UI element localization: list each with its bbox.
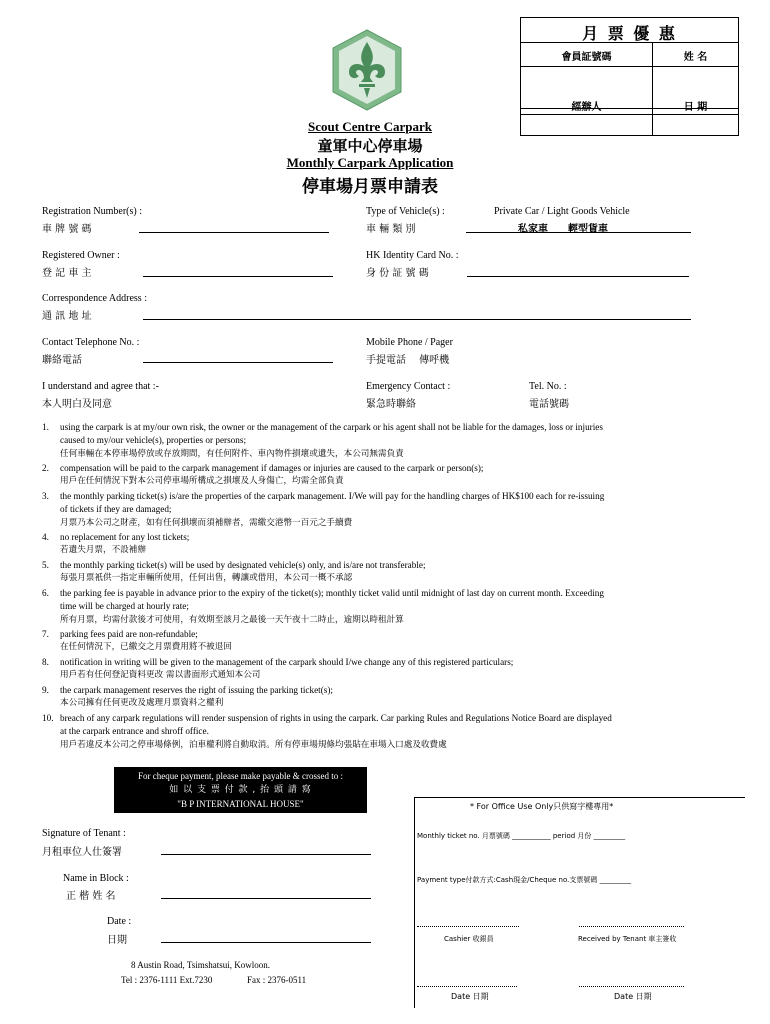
received-label: Received by Tenant 車主簽收 xyxy=(578,935,677,943)
scout-logo xyxy=(331,28,403,112)
received-date-label: Date 日期 xyxy=(614,992,652,1001)
address-field[interactable] xyxy=(143,319,691,320)
agree-label-zh: 本人明白及同意 xyxy=(42,399,112,410)
footer-fax: Fax : 2376-0511 xyxy=(247,975,307,985)
cashier-sign-line[interactable] xyxy=(417,926,519,927)
reg-number-field[interactable] xyxy=(139,232,329,233)
discount-title: 月 票 優 惠 xyxy=(582,24,677,43)
owner-field[interactable] xyxy=(143,276,333,277)
office-use-title: * For Office Use Only只供寫字樓專用* xyxy=(470,802,614,811)
footer-tel: Tel : 2376-1111 Ext.7230 xyxy=(121,975,213,985)
contact-tel-label-zh: 聯絡電話 xyxy=(42,355,82,366)
carpark-title-zh: 童軍中心停車場 xyxy=(317,137,423,155)
hkid-label-zh: 身 份 証 號 碼 xyxy=(366,268,429,279)
office-payment-line: Payment type付款方式:Cash現金/Cheque no.支票號碼 _________ xyxy=(417,876,632,884)
received-date-line[interactable] xyxy=(579,986,684,987)
date-label-en: Date : xyxy=(107,916,132,927)
cashier-date-line[interactable] xyxy=(417,986,517,987)
vehicle-type-options-zh[interactable]: 私家車 輕型貨車 xyxy=(518,224,608,235)
footer-address: 8 Austin Road, Tsimshatsui, Kowloon. xyxy=(131,960,270,970)
mobile-label-en: Mobile Phone / Pager xyxy=(366,337,453,348)
cashier-date-label: Date 日期 xyxy=(451,992,489,1001)
reg-number-label-en: Registration Number(s) : xyxy=(42,206,142,217)
signature-label-zh: 月租車位人仕簽署 xyxy=(42,847,122,858)
cheque-line3: "B P INTERNATIONAL HOUSE" xyxy=(177,799,304,809)
date-label-zh: 日期 xyxy=(107,935,127,946)
office-ticket-line: Monthly ticket no. 月票號碼 ___________ period 月份 _________ xyxy=(417,832,626,840)
signature-field[interactable] xyxy=(161,854,371,855)
emergency-label-en: Emergency Contact : xyxy=(366,381,451,392)
vehicle-type-label-zh: 車 輛 類 別 xyxy=(366,224,416,235)
handler-label: 經辦人 xyxy=(571,102,602,113)
cashier-label: Cashier 收銀員 xyxy=(444,935,494,943)
monthly-discount-box xyxy=(520,17,739,136)
name-block-label-zh: 正 楷 姓 名 xyxy=(66,891,116,902)
name-block-field[interactable] xyxy=(161,898,371,899)
vehicle-type-label-en: Type of Vehicle(s) : xyxy=(366,206,445,217)
hkid-label-en: HK Identity Card No. : xyxy=(366,250,459,261)
reg-number-label-zh: 車 牌 號 碼 xyxy=(42,224,92,235)
contact-tel-label-en: Contact Telephone No. : xyxy=(42,337,140,348)
cheque-line2: 如 以 支 票 付 款 , 抬 頭 請 寫 xyxy=(169,785,312,795)
date-field[interactable] xyxy=(161,942,371,943)
name-block-label-en: Name in Block : xyxy=(63,873,129,884)
emergency-tel-label-zh: 電話號碼 xyxy=(529,399,569,410)
received-sign-line[interactable] xyxy=(579,926,684,927)
office-use-box xyxy=(414,797,745,1008)
contact-tel-field[interactable] xyxy=(143,362,333,363)
owner-label-en: Registered Owner : xyxy=(42,250,120,261)
address-label-zh: 通 訊 地 址 xyxy=(42,311,92,322)
cheque-payment-box xyxy=(114,767,367,813)
application-title-en: Monthly Carpark Application xyxy=(286,155,454,170)
vehicle-type-options-en: Private Car / Light Goods Vehicle xyxy=(494,206,630,217)
carpark-title-en: Scout Centre Carpark xyxy=(308,119,432,134)
address-label-en: Correspondence Address : xyxy=(42,293,147,304)
mobile-label-zh: 手提電話 傳呼機 xyxy=(366,355,450,366)
name-label: 姓 名 xyxy=(683,52,708,63)
member-no-label: 會員証號碼 xyxy=(561,52,612,63)
hkid-field[interactable] xyxy=(467,276,689,277)
owner-label-zh: 登 記 車 主 xyxy=(42,268,92,279)
emergency-tel-label-en: Tel. No. : xyxy=(529,381,567,392)
agree-label-en: I understand and agree that :- xyxy=(42,381,159,392)
application-title-zh: 停車場月票申請表 xyxy=(302,177,438,197)
signature-label-en: Signature of Tenant : xyxy=(42,828,126,839)
vehicle-type-field[interactable] xyxy=(466,232,691,233)
cheque-line1: For cheque payment, please make payable & crossed to : xyxy=(138,771,343,781)
date-label: 日 期 xyxy=(683,102,708,113)
emergency-label-zh: 緊急時聯絡 xyxy=(366,399,416,410)
